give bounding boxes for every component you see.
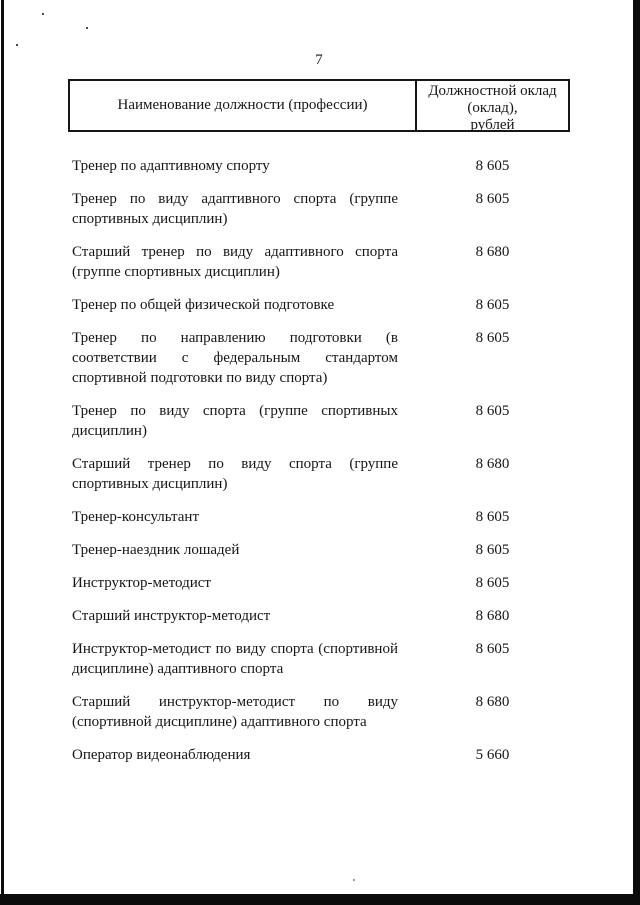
salary-value: 8 605: [475, 330, 510, 346]
table-row: [68, 745, 570, 765]
salary-value: 8 605: [475, 158, 510, 174]
position-name: Старший инструктор-методист: [72, 608, 271, 624]
scan-edge-left: [1, 0, 4, 905]
page-number: 7: [315, 52, 323, 68]
salary-value: 8 605: [475, 542, 510, 558]
table-row: [68, 606, 570, 626]
table-row: [68, 242, 570, 282]
column-header-salary-line: (оклад),: [467, 100, 518, 116]
salary-value: 8 605: [475, 403, 510, 419]
salary-value: 8 605: [475, 575, 510, 591]
salary-table-body: [68, 156, 570, 778]
column-header-position-name: Наименование должности (профессии): [70, 81, 417, 130]
position-name: Тренер по виду адаптивного спорта (группе спортивных дисциплин): [72, 191, 398, 227]
salary-value: 8 605: [475, 191, 510, 207]
table-row: [68, 189, 570, 229]
table-row: [68, 507, 570, 527]
table-row: [68, 295, 570, 315]
scan-edge-bottom: [0, 894, 640, 905]
salary-value: 5 660: [475, 747, 510, 763]
salary-value: 8 605: [475, 509, 510, 525]
column-header-salary-line: Должностной оклад: [428, 83, 557, 99]
position-name: Старший тренер по виду адаптивного спорта (группе спортивных дисциплин): [72, 244, 398, 280]
position-name: Тренер по направлению подготовки (в соответствии с федеральным стандартом спортивной подготовки по виду спорта): [72, 330, 398, 386]
table-row: [68, 540, 570, 560]
position-name: Инструктор-методист по виду спорта (спортивной дисциплине) адаптивного спорта: [72, 641, 398, 677]
table-row: [68, 692, 570, 732]
position-name: Тренер-наездник лошадей: [72, 542, 240, 558]
scan-edge-right: [633, 0, 640, 905]
salary-value: 8 680: [475, 608, 510, 624]
table-row: [68, 454, 570, 494]
salary-value: 8 605: [475, 297, 510, 313]
table-row: [68, 328, 570, 388]
column-header-salary: [417, 81, 568, 133]
position-name: Инструктор-методист: [72, 575, 211, 591]
table-row: [68, 639, 570, 679]
position-name: Тренер по общей физической подготовке: [72, 297, 335, 313]
scan-speck: [86, 27, 88, 29]
salary-value: 8 680: [475, 456, 510, 472]
position-name: Оператор видеонаблюдения: [72, 747, 251, 763]
salary-table-header: [68, 79, 570, 132]
table-row: [68, 156, 570, 176]
scan-speck: [42, 13, 44, 15]
position-name: Старший инструктор-методист по виду (спортивной дисциплине) адаптивного спорта: [72, 694, 398, 730]
scan-speck: [16, 44, 18, 46]
position-name: Тренер по виду спорта (группе спортивных дисциплин): [72, 403, 398, 439]
position-name: Тренер-консультант: [72, 509, 200, 525]
salary-value: 8 680: [475, 694, 510, 710]
scan-speck: [353, 879, 355, 881]
salary-value: 8 605: [475, 641, 510, 657]
position-name: Старший тренер по виду спорта (группе спортивных дисциплин): [72, 456, 398, 492]
column-header-salary-line: рублей: [470, 117, 515, 133]
table-row: [68, 401, 570, 441]
salary-value: 8 680: [475, 244, 510, 260]
table-row: [68, 573, 570, 593]
position-name: Тренер по адаптивному спорту: [72, 158, 270, 174]
